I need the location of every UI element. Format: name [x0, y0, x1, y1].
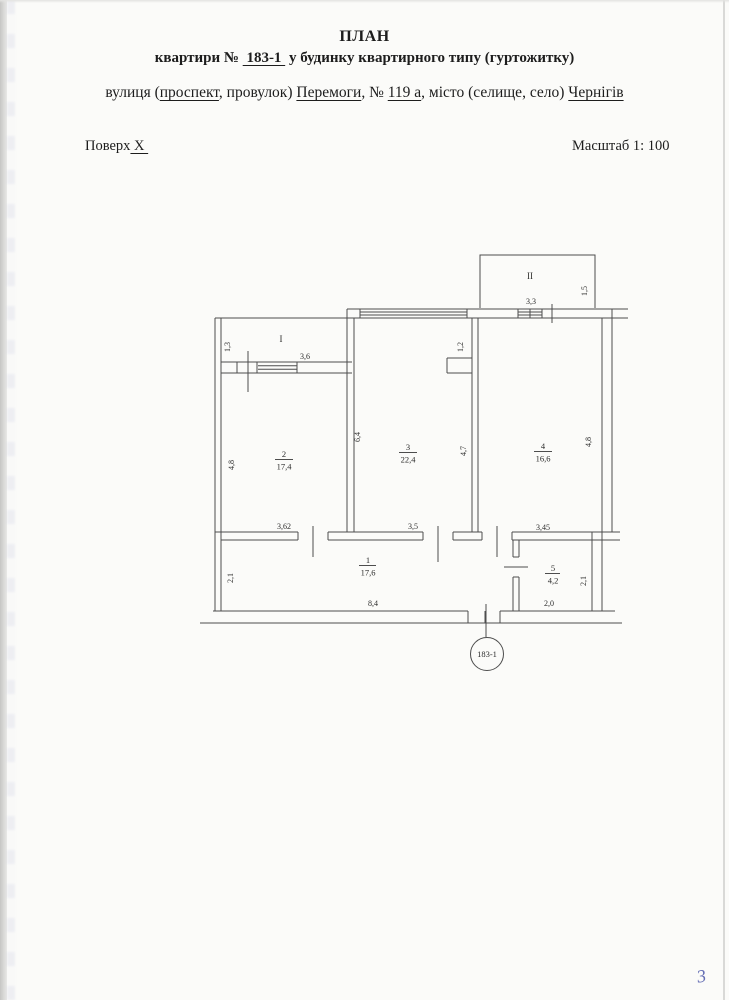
- loggia-depth-dim: 1,3: [223, 342, 232, 352]
- room3-area: 22,4: [400, 454, 416, 465]
- loggia-label: I: [279, 334, 283, 344]
- room3-right-dim: 4,7: [459, 446, 468, 456]
- document-title: ПЛАН: [339, 28, 390, 45]
- address-part2: , провулок): [218, 84, 297, 101]
- room3-width-dim: 3,5: [408, 522, 418, 531]
- room3-pier-dim: 1,2: [456, 342, 465, 352]
- street-type: проспект: [159, 84, 219, 101]
- balcony-depth-dim: 1,5: [580, 286, 589, 296]
- address-part4: , місто (селище, село): [421, 84, 569, 101]
- room2-width-dim: 3,62: [277, 522, 291, 531]
- balcony-outline: [480, 255, 595, 308]
- room5-height-dim: 2,1: [579, 576, 588, 586]
- room1-area: 17,6: [360, 567, 376, 578]
- room2-height-dim: 4,8: [227, 460, 236, 470]
- street-name: Перемоги: [296, 84, 362, 101]
- room4-number: 4: [540, 441, 546, 451]
- corridor-height-dim: 2,1: [226, 573, 235, 583]
- floor-value: Х: [130, 138, 149, 154]
- room2-area: 17,4: [276, 461, 292, 472]
- floor-label: Поверх: [85, 138, 131, 154]
- room3-number: 3: [405, 442, 411, 452]
- plan-labels: [223, 271, 593, 659]
- room5-area: 4,2: [547, 575, 559, 586]
- building-number: 119 а: [387, 84, 422, 101]
- address-part3: , №: [361, 84, 388, 101]
- room2-number: 2: [281, 449, 287, 459]
- balcony-width-dim: 3,3: [526, 297, 536, 306]
- handwritten-page-number: 3: [695, 965, 708, 987]
- apartment-number: 183-1: [242, 50, 286, 66]
- room5-width-dim: 2,0: [544, 599, 554, 608]
- corridor-width-dim: 8,4: [368, 599, 378, 608]
- room3-left-dim: 6,4: [353, 432, 362, 442]
- room1-number: 1: [365, 555, 371, 565]
- subtitle-part2: у будинку квартирного типу (гуртожитку): [285, 50, 575, 66]
- city-name: Чернігів: [568, 84, 624, 101]
- subtitle-part1: квартири №: [154, 50, 243, 66]
- apartment-badge-text: 183-1: [477, 649, 497, 659]
- room4-width-dim: 3,45: [536, 523, 550, 532]
- scale-label: Масштаб 1: 100: [572, 138, 670, 154]
- address-part1: вулиця (: [105, 84, 160, 101]
- room5-number: 5: [550, 563, 556, 573]
- room4-height-dim: 4,8: [584, 437, 593, 447]
- balcony-label: II: [527, 271, 533, 281]
- room4-area: 16,6: [535, 453, 551, 464]
- loggia-width-dim: 3,6: [300, 352, 310, 361]
